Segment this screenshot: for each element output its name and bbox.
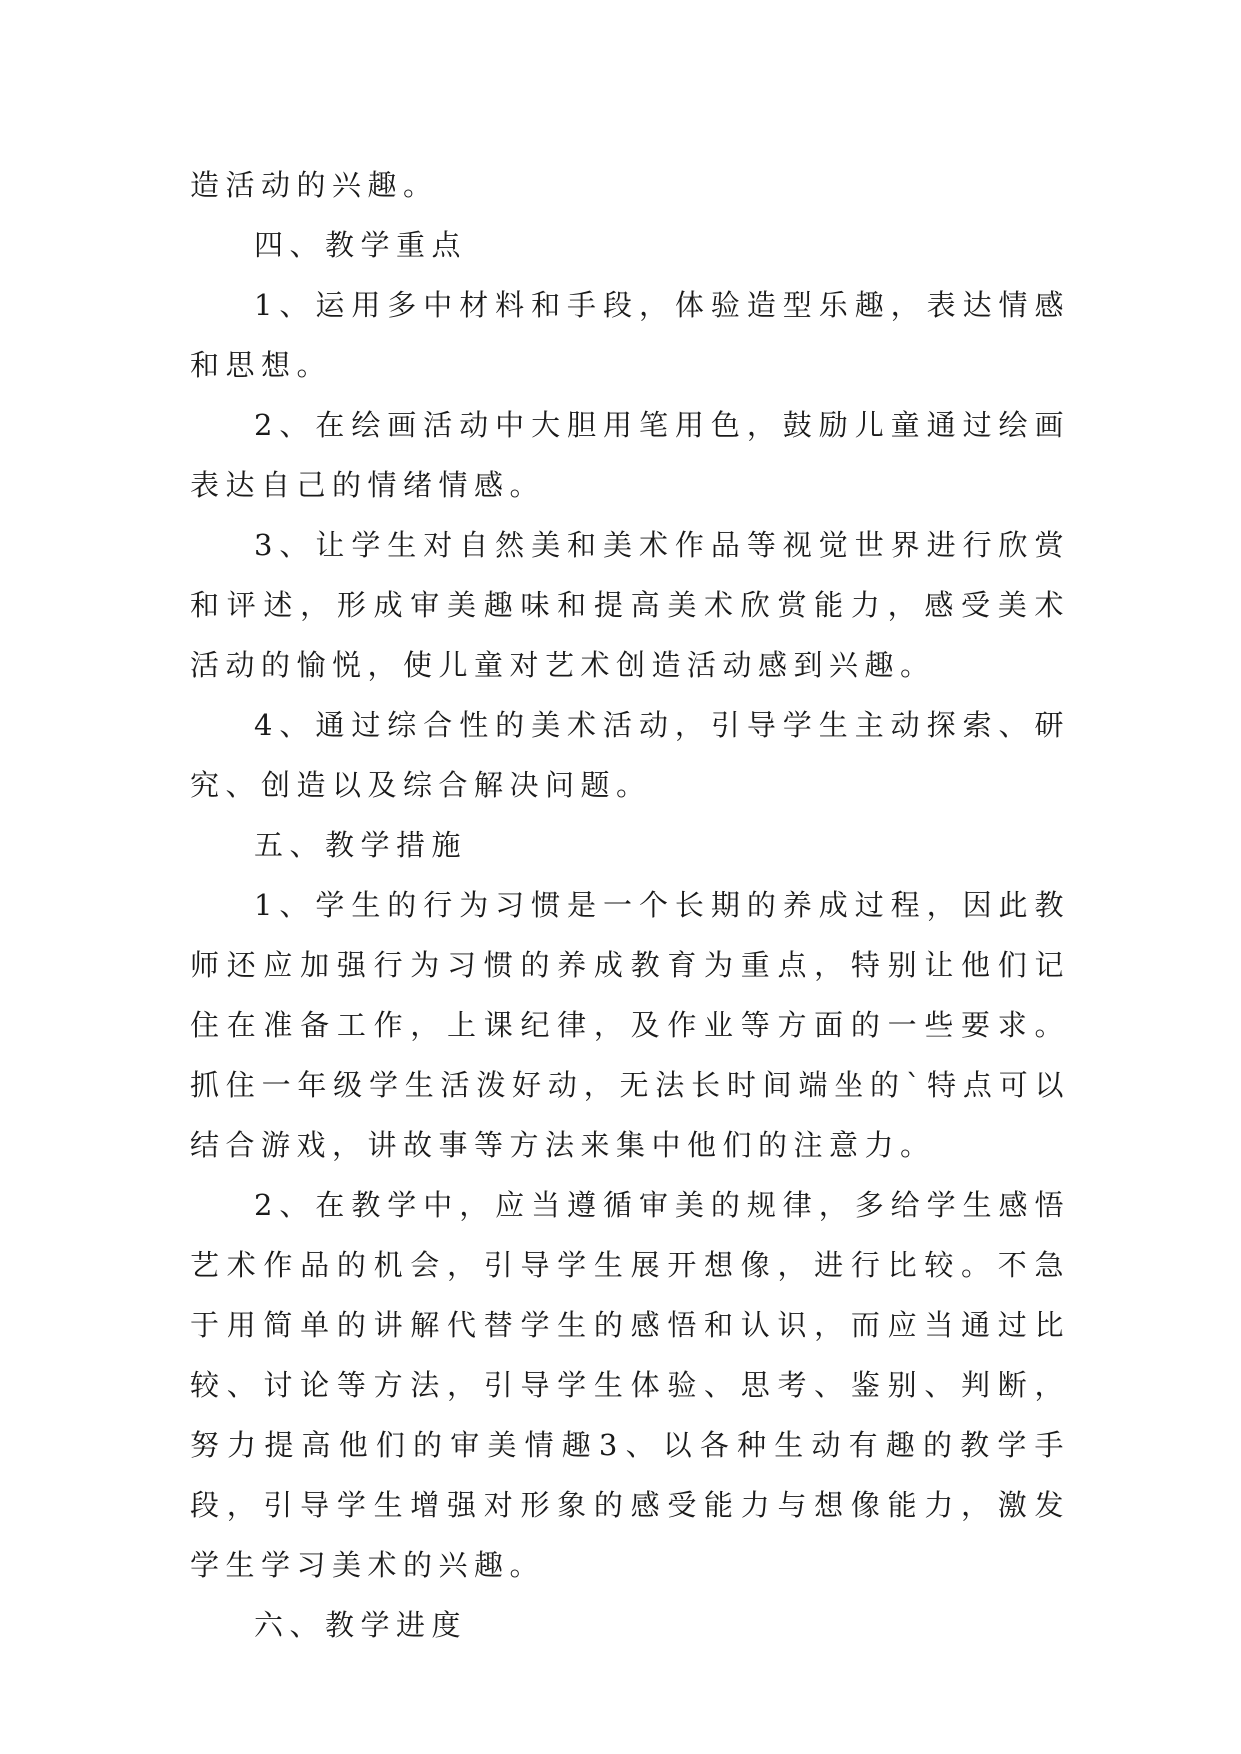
document-body bbox=[190, 155, 1070, 1655]
heading-teaching-focus: 四、教学重点 bbox=[254, 228, 468, 262]
paragraph-focus-3: 3、让学生对自然美和美术作品等视觉世界进行欣赏和评述，形成审美趣味和提高美术欣赏能力，感受美术活动的愉悦，使儿童对艺术创造活动感到兴趣。 bbox=[190, 528, 1070, 682]
paragraph-focus-1: 1、运用多中材料和手段，体验造型乐趣，表达情感和思想。 bbox=[190, 288, 1070, 382]
paragraph-measures-1: 1、学生的行为习惯是一个长期的养成过程，因此教师还应加强行为习惯的养成教育为重点，特别让他们记住在准备工作，上课纪律，及作业等方面的一些要求。抓住一年级学生活泼好动，无法长时间端坐的`特点可以结合游戏，讲故事等方法来集中他们的注意力。 bbox=[190, 888, 1070, 1162]
paragraph-focus-4: 4、通过综合性的美术活动，引导学生主动探索、研究、创造以及综合解决问题。 bbox=[190, 708, 1070, 802]
paragraph-focus-2: 2、在绘画活动中大胆用笔用色，鼓励儿童通过绘画表达自己的情绪情感。 bbox=[190, 408, 1070, 502]
paragraph-continuation: 造活动的兴趣。 bbox=[190, 168, 439, 202]
paragraph-measures-2: 2、在教学中，应当遵循审美的规律，多给学生感悟艺术作品的机会，引导学生展开想像，进行比较。不急于用简单的讲解代替学生的感悟和认识，而应当通过比较、讨论等方法，引导学生体验、思考、鉴别、判断，努力提高他们的审美情趣3、以各种生动有趣的教学手段，引导学生增强对形象的感受能力与想像能力，激发学生学习美术的兴趣。 bbox=[190, 1188, 1070, 1582]
heading-teaching-measures: 五、教学措施 bbox=[254, 828, 468, 862]
heading-teaching-schedule: 六、教学进度 bbox=[254, 1608, 468, 1642]
